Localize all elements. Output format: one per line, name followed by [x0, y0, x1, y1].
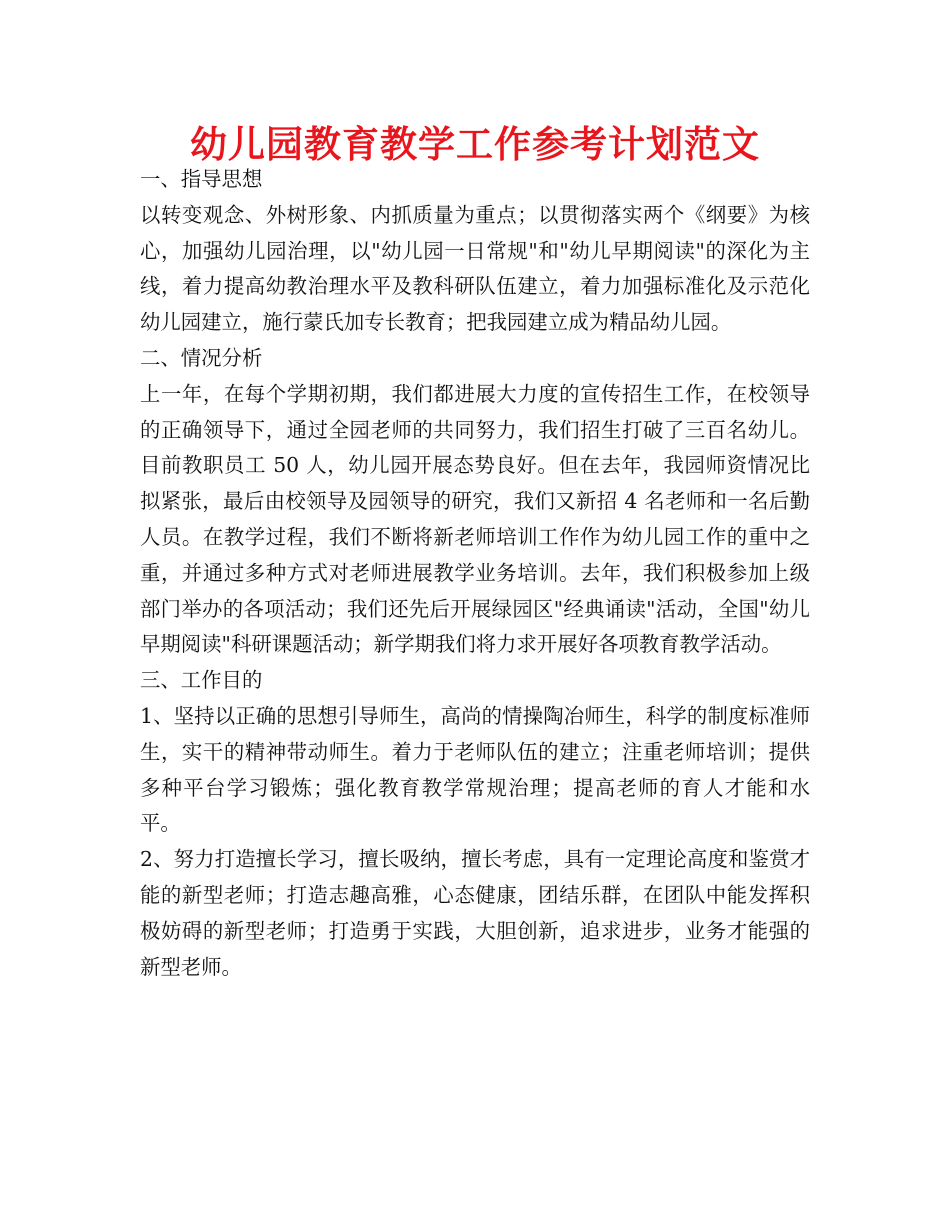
document-body	[140, 162, 810, 985]
section-heading-work-goals: 三、工作目的	[140, 668, 263, 693]
paragraph-situation-analysis: 上一年，在每个学期初期，我们都进展大力度的宣传招生工作，在校领导的正确领导下，通过全园老师的共同努力，我们招生打破了三百名幼儿。目前教职员工 50 人，幼儿园开展态势良好。但在去年，我园师资情况比拟紧张，最后由校领导及园领导的研究，我们又新招 4 名老师和一名后勤人员。在教学过程，我们不断将新老师培训工作作为幼儿园工作的重中之重，并通过多种方式对老师进展教学业务培训。去年，我们积极参加上级部门举办的各项活动；我们还先后开展绿园区"经典诵读"活动，全国"幼儿早期阅读"科研课题活动；新学期我们将力求开展好各项教育教学活动。	[140, 381, 810, 657]
paragraph-work-goal-1: 1、坚持以正确的思想引导师生，高尚的情操陶冶师生，科学的制度标准师生，实干的精神带动师生。着力于老师队伍的建立；注重老师培训；提供多种平台学习锻炼；强化教育教学常规治理；提高老师的育人才能和水平。	[140, 703, 810, 836]
document-title: 幼儿园教育教学工作参考计划范文	[190, 123, 760, 166]
section-heading-guiding-ideology: 一、指导思想	[140, 167, 263, 191]
section-heading-situation-analysis: 二、情况分析	[140, 345, 263, 370]
paragraph-work-goal-2: 2、努力打造擅长学习，擅长吸纳，擅长考虑，具有一定理论高度和鉴赏才能的新型老师；打造志趣高雅，心态健康，团结乐群，在团队中能发挥积极妨碍的新型老师；打造勇于实践，大胆创新，追求进步，业务才能强的新型老师。	[140, 847, 810, 979]
paragraph-guiding-ideology: 以转变观念、外树形象、内抓质量为重点；以贯彻落实两个《纲要》为核心，加强幼儿园治理，以"幼儿园一日常规"和"幼儿早期阅读"的深化为主线，着力提高幼教治理水平及教科研队伍建立，着力加强标准化及示范化幼儿园建立，施行蒙氏加专长教育；把我园建立成为精品幼儿园。	[140, 202, 810, 335]
